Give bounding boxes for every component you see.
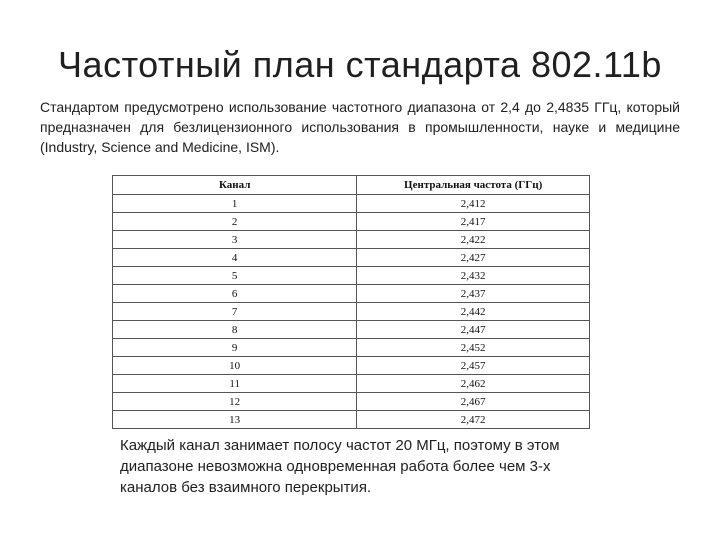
channel-cell: 1: [113, 195, 357, 213]
page-title: Частотный план стандарта 802.11b: [58, 44, 662, 85]
frequency-cell: 2,457: [357, 357, 590, 375]
table-row: [113, 393, 590, 411]
frequency-cell: 2,472: [357, 411, 590, 429]
frequency-cell: 2,462: [357, 375, 590, 393]
channel-cell: 2: [113, 213, 357, 231]
table-row: [113, 339, 590, 357]
table-row: [113, 321, 590, 339]
table-row: [113, 285, 590, 303]
table-header-row: [113, 176, 590, 195]
frequency-cell: 2,412: [357, 195, 590, 213]
channel-cell: 8: [113, 321, 357, 339]
channel-cell: 9: [113, 339, 357, 357]
channel-cell: 10: [113, 357, 357, 375]
frequency-cell: 2,442: [357, 303, 590, 321]
intro-paragraph: Стандартом предусмотрено использование частотного диапазона от 2,4 до 2,4835 ГГц, который предназначен для безлицензионного использования в промышленности, науке и медицине (Industry, Science and Medicine, ISM).: [40, 99, 680, 155]
table-row: [113, 375, 590, 393]
frequency-table: [112, 175, 590, 429]
channel-cell: 7: [113, 303, 357, 321]
channel-cell: 6: [113, 285, 357, 303]
channel-cell: 3: [113, 231, 357, 249]
table-row: [113, 267, 590, 285]
channel-cell: 4: [113, 249, 357, 267]
table-row: [113, 249, 590, 267]
table-row: [113, 411, 590, 429]
frequency-cell: 2,452: [357, 339, 590, 357]
channel-cell: 11: [113, 375, 357, 393]
frequency-cell: 2,467: [357, 393, 590, 411]
table-row: [113, 195, 590, 213]
frequency-cell: 2,422: [357, 231, 590, 249]
note-paragraph: Каждый канал занимает полосу частот 20 МГц, поэтому в этом диапазоне невозможна одновременная работа более чем 3-х каналов без взаимного перекрытия.: [120, 437, 560, 496]
column-header-channel: Канал: [113, 176, 357, 195]
table-row: [113, 357, 590, 375]
channel-cell: 12: [113, 393, 357, 411]
table-row: [113, 213, 590, 231]
table-row: [113, 231, 590, 249]
channel-cell: 13: [113, 411, 357, 429]
table-row: [113, 303, 590, 321]
frequency-cell: 2,432: [357, 267, 590, 285]
column-header-frequency: Центральная частота (ГГц): [357, 176, 590, 195]
frequency-cell: 2,437: [357, 285, 590, 303]
channel-cell: 5: [113, 267, 357, 285]
frequency-cell: 2,447: [357, 321, 590, 339]
frequency-cell: 2,417: [357, 213, 590, 231]
frequency-cell: 2,427: [357, 249, 590, 267]
